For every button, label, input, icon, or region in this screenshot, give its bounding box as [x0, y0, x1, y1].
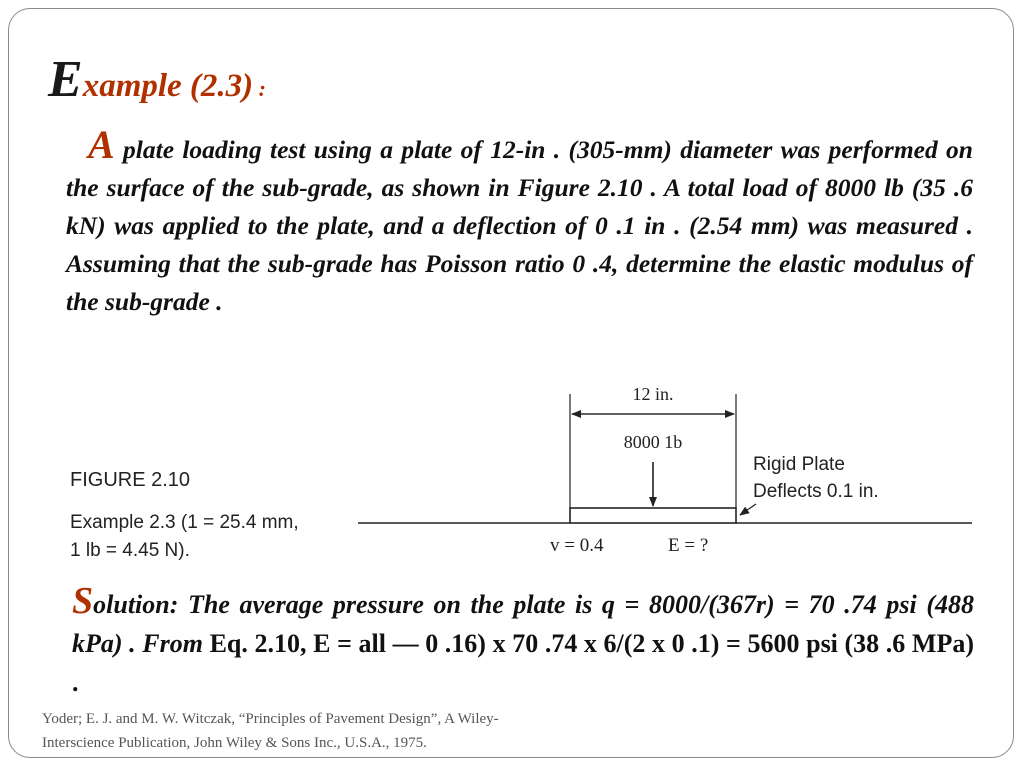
solution-text [72, 582, 974, 702]
citation [42, 707, 602, 755]
figure-2-10 [60, 378, 990, 568]
plate-label-line1: Rigid Plate [753, 454, 845, 475]
plate-pointer-arrow-icon [740, 504, 756, 515]
title-colon: : [253, 76, 266, 101]
poisson-label: v = 0.4 [550, 535, 604, 556]
citation-line2: Interscience Publication, John Wiley & Sons Inc., U.S.A., 1975. [42, 735, 427, 751]
solution-initial: S [72, 580, 94, 622]
plate-label-line2: Deflects 0.1 in. [753, 481, 879, 502]
solution-italic-part: olution: The average pressure on the plate is q = 8000/(367r) = 70 .74 psi (488 kPa) . From [72, 590, 974, 658]
diameter-label: 12 in. [632, 384, 674, 404]
citation-line1: Yoder; E. J. and M. W. Witczak, “Principles of Pavement Design”, A Wiley- [42, 711, 499, 727]
problem-text: plate loading test using a plate of 12-in . (305-mm) diameter was performed on the surface of the sub-grade, as shown in Figure 2.10 . A total load of 8000 lb (35 .6 kN) was applied to the plate, and a deflection of 0 .1 in . (2.54 mm) was measured . Assuming that the sub-grade has Poisson ratio 0 .4, determine the elastic modulus of the sub-grade . [66, 135, 973, 316]
title-initial: E [48, 51, 83, 108]
modulus-label: E = ? [668, 535, 709, 556]
problem-statement [66, 122, 973, 321]
figure-caption-line1: Example 2.3 (1 = 25.4 mm, [70, 512, 299, 533]
load-label: 8000 1b [623, 432, 683, 452]
figure-caption-line2: 1 lb = 4.45 N). [70, 540, 190, 561]
solution-equation-part: Eq. 2.10, E = all — 0 .16) x 70 .74 x 6/(2 x 0 .1) = 5600 psi (38 .6 MPa) . [72, 629, 974, 697]
figure-label: FIGURE 2.10 [70, 469, 191, 491]
rigid-plate [570, 508, 736, 523]
title-text: xample (2.3) [82, 68, 254, 104]
problem-initial: A [88, 122, 115, 167]
slide-title [48, 50, 266, 109]
